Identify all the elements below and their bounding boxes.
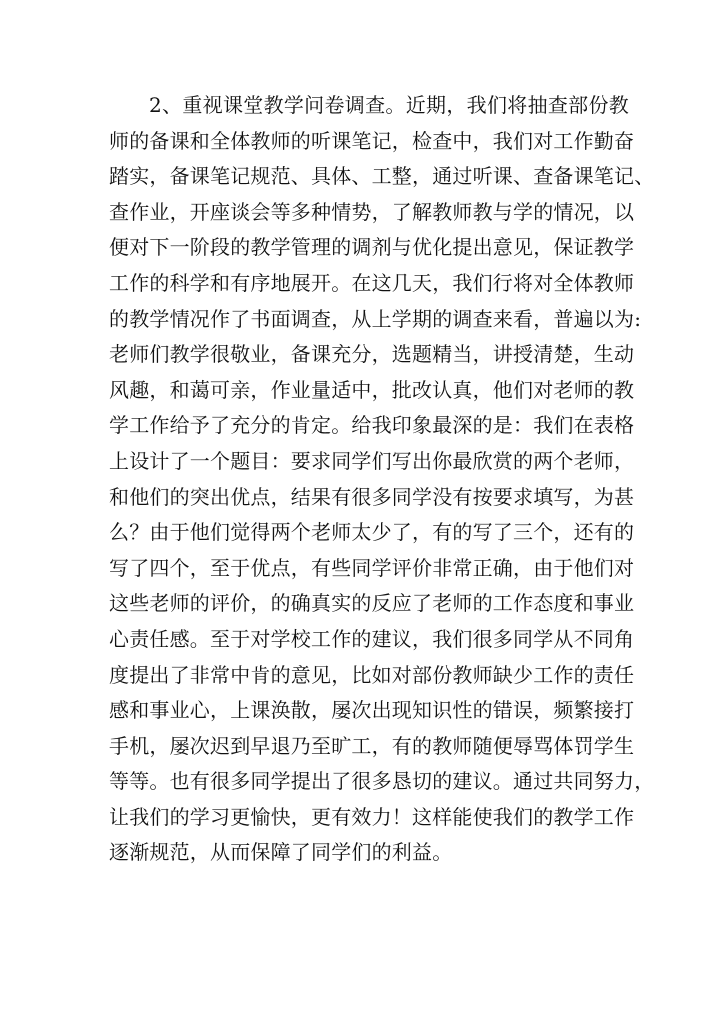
paragraph-line: 心责任感。至于对学校工作的建议，我们很多同学从不同角 bbox=[109, 626, 635, 651]
paragraph-line: 写了四个，至于优点，有些同学评价非常正确，由于他们对 bbox=[109, 555, 635, 580]
paragraph-line: 的教学情况作了书面调查，从上学期的调查来看，普遍以为: bbox=[109, 306, 642, 331]
paragraph-line: 度提出了非常中肯的意见，比如对部份教师缺少工作的责任 bbox=[109, 662, 635, 687]
paragraph-line: 老师们教学很敬业，备课充分，选题精当，讲授清楚，生动 bbox=[109, 342, 635, 367]
paragraph-line: 便对下一阶段的教学管理的调剂与优化提出意见，保证教学 bbox=[109, 235, 635, 260]
paragraph-line: 么？由于他们觉得两个老师太少了，有的写了三个，还有的 bbox=[109, 520, 635, 545]
paragraph-line: 这些老师的评价，的确真实的反应了老师的工作态度和事业 bbox=[109, 591, 635, 616]
paragraph-line: 师的备课和全体教师的听课笔记，检查中，我们对工作勤奋 bbox=[109, 128, 635, 153]
paragraph-line: 2、重视课堂教学问卷调查。近期，我们将抽查部份教 bbox=[149, 93, 629, 117]
paragraph-line: 查作业，开座谈会等多种情势，了解教师教与学的情况，以 bbox=[109, 199, 635, 224]
paragraph-line: 手机，屡次迟到早退乃至旷工，有的教师随便辱骂体罚学生 bbox=[109, 733, 635, 758]
paragraph-line: 学工作给予了充分的肯定。给我印象最深的是：我们在表格 bbox=[109, 413, 635, 438]
paragraph-line: 让我们的学习更愉快，更有效力！这样能使我们的教学工作 bbox=[109, 804, 635, 829]
paragraph-line: 逐渐规范，从而保障了同学们的利益。 bbox=[109, 840, 453, 865]
paragraph-line: 踏实，备课笔记规范、具体、工整，通过听课、查备课笔记、 bbox=[109, 164, 655, 189]
paragraph-line: 风趣，和蔼可亲，作业量适中，批改认真，他们对老师的教 bbox=[109, 377, 635, 402]
paragraph-line: 上设计了一个题目：要求同学们写出你最欣赏的两个老师， bbox=[109, 448, 635, 473]
paragraph-line: 等等。也有很多同学提出了很多恳切的建议。通过共同努力， bbox=[109, 769, 655, 794]
paragraph bbox=[109, 88, 655, 871]
paragraph-line: 和他们的突出优点，结果有很多同学没有按要求填写，为甚 bbox=[109, 484, 635, 509]
paragraph-line: 工作的科学和有序地展开。在这几天，我们行将对全体教师 bbox=[109, 270, 635, 295]
paragraph-line: 感和事业心，上课涣散，屡次出现知识性的错误，频繁接打 bbox=[109, 698, 635, 723]
